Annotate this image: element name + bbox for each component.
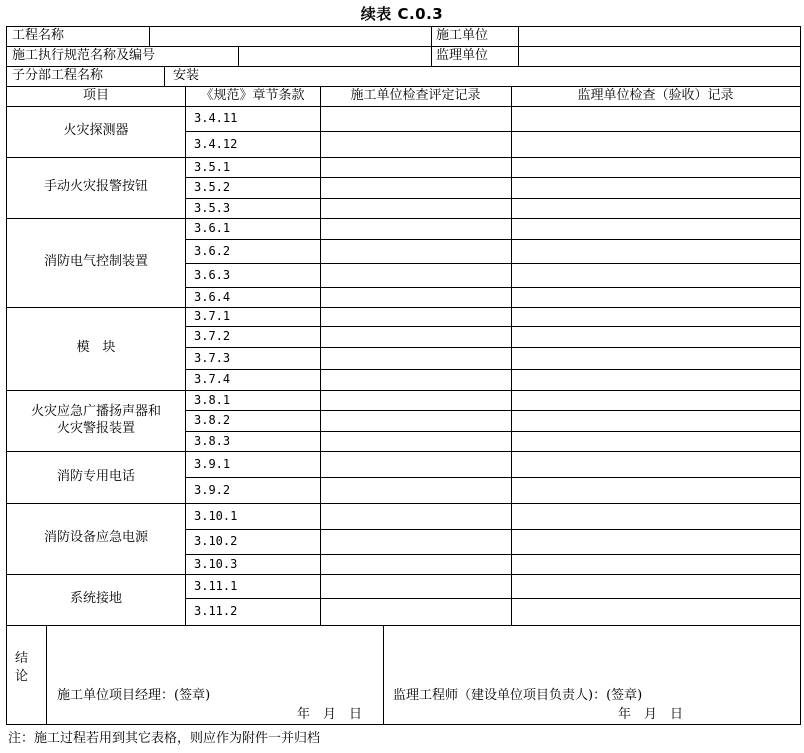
supervision-check-cell[interactable] — [511, 390, 800, 410]
supervision-check-cell[interactable] — [511, 410, 800, 431]
supervision-check-cell[interactable] — [511, 574, 800, 598]
item-name — [7, 307, 185, 390]
inspection-table — [6, 26, 801, 725]
supervision-check-cell[interactable] — [511, 503, 800, 529]
construction-check-cell[interactable] — [320, 390, 511, 410]
supervision-check-cell[interactable] — [511, 157, 800, 177]
construction-sign-date[interactable]: 年 月 日 — [297, 707, 363, 722]
clause-cell: 3.8.1 — [194, 392, 231, 407]
clause-cell: 3.5.3 — [194, 200, 231, 215]
supervision-check-cell[interactable] — [511, 326, 800, 347]
footnote: 注：施工过程若用到其它表格，则应作为附件一并归档 — [8, 731, 321, 746]
item-name — [7, 218, 185, 307]
construction-check-cell[interactable] — [320, 177, 511, 198]
supervision-unit-value[interactable] — [518, 46, 800, 66]
clause-cell: 3.11.2 — [194, 604, 238, 618]
conclusion-label-2: 论 — [15, 669, 29, 684]
sub-project-label: 子分部工程名称 — [12, 67, 104, 83]
construction-check-cell[interactable] — [320, 157, 511, 177]
supervision-unit-label: 监理单位 — [436, 47, 489, 63]
clause-cell: 3.8.3 — [194, 433, 231, 448]
construction-check-cell[interactable] — [320, 451, 511, 477]
supervision-check-cell[interactable] — [511, 177, 800, 198]
clause-cell: 3.10.2 — [194, 534, 238, 548]
construction-unit-label: 施工单位 — [436, 28, 489, 44]
construction-check-cell[interactable] — [320, 131, 511, 157]
construction-check-cell[interactable] — [320, 263, 511, 287]
supervision-check-cell[interactable] — [511, 431, 800, 451]
construction-check-cell[interactable] — [320, 410, 511, 431]
column-header-clause: 《规范》章节条款 — [200, 87, 305, 103]
construction-check-cell[interactable] — [320, 218, 511, 239]
clause-cell: 3.9.1 — [194, 456, 231, 471]
clause-cell: 3.7.4 — [194, 372, 231, 386]
supervision-sign-date[interactable]: 年 月 日 — [618, 707, 684, 722]
supervision-check-cell[interactable] — [511, 477, 800, 503]
project-name-label: 工程名称 — [12, 28, 65, 44]
supervision-check-cell[interactable] — [511, 554, 800, 574]
item-name-line: 手动火灾报警按钮 — [43, 179, 148, 195]
spec-value[interactable] — [238, 46, 431, 66]
clause-cell: 3.9.2 — [194, 482, 231, 497]
clause-cell: 3.5.2 — [194, 180, 231, 194]
construction-check-cell[interactable] — [320, 431, 511, 451]
construction-check-cell[interactable] — [320, 287, 511, 307]
supervision-check-cell[interactable] — [511, 369, 800, 390]
item-name-line: 消防电气控制装置 — [43, 254, 148, 270]
item-name-line: 消防专用电话 — [56, 468, 135, 484]
item-name-line: 消防设备应急电源 — [43, 530, 148, 546]
table-title: 续表 C.0.3 — [360, 5, 444, 23]
supervision-check-cell[interactable] — [511, 287, 800, 307]
clause-cell: 3.7.2 — [194, 329, 231, 343]
supervision-engineer-signature[interactable]: 监理工程师（建设单位项目负责人)：(签章) — [393, 688, 643, 703]
clause-cell: 3.7.1 — [194, 309, 231, 323]
column-header-construction-check: 施工单位检查评定记录 — [350, 87, 481, 103]
supervision-check-cell[interactable] — [511, 263, 800, 287]
item-name — [7, 574, 185, 625]
construction-check-cell[interactable] — [320, 369, 511, 390]
item-name — [7, 503, 185, 574]
clause-cell: 3.5.1 — [194, 159, 231, 174]
clause-cell: 3.11.1 — [194, 578, 238, 593]
project-name-value[interactable] — [149, 27, 431, 46]
clause-cell: 3.6.2 — [194, 243, 231, 258]
item-name — [7, 451, 185, 503]
clause-cell: 3.6.4 — [194, 289, 231, 304]
item-name-line: 模 块 — [76, 340, 116, 356]
clause-cell: 3.4.12 — [194, 136, 238, 151]
construction-check-cell[interactable] — [320, 574, 511, 598]
clause-cell: 3.10.3 — [194, 556, 238, 571]
conclusion-label-1: 结 — [15, 651, 29, 666]
column-header-item: 项目 — [82, 87, 109, 103]
supervision-check-cell[interactable] — [511, 347, 800, 369]
item-name — [7, 106, 185, 157]
column-header-supervision-check: 监理单位检查（验收）记录 — [577, 87, 734, 103]
supervision-check-cell[interactable] — [511, 529, 800, 554]
item-name — [7, 157, 185, 218]
supervision-check-cell[interactable] — [511, 106, 800, 131]
supervision-check-cell[interactable] — [511, 218, 800, 239]
clause-cell: 3.6.1 — [194, 221, 231, 235]
spec-label: 施工执行规范名称及编号 — [12, 47, 156, 63]
construction-check-cell[interactable] — [320, 106, 511, 131]
clause-cell: 3.8.2 — [194, 413, 231, 427]
clause-cell: 3.4.11 — [194, 111, 238, 125]
item-name-line: 系统接地 — [69, 591, 122, 607]
clause-cell: 3.6.3 — [194, 267, 231, 282]
supervision-check-cell[interactable] — [511, 598, 800, 625]
clause-cell: 3.10.1 — [194, 508, 238, 523]
construction-check-cell[interactable] — [320, 598, 511, 625]
construction-check-cell[interactable] — [320, 326, 511, 347]
construction-check-cell[interactable] — [320, 198, 511, 218]
construction-check-cell[interactable] — [320, 554, 511, 574]
construction-check-cell[interactable] — [320, 503, 511, 529]
supervision-check-cell[interactable] — [511, 451, 800, 477]
construction-check-cell[interactable] — [320, 477, 511, 503]
item-name-line: 火灾警报装置 — [56, 420, 135, 436]
construction-manager-signature[interactable]: 施工单位项目经理：(签章) — [57, 688, 211, 703]
item-name-line: 火灾探测器 — [63, 123, 129, 139]
supervision-check-cell[interactable] — [511, 239, 800, 263]
clause-cell: 3.7.3 — [194, 350, 231, 365]
supervision-check-cell[interactable] — [511, 307, 800, 326]
item-name-line: 火灾应急广播扬声器和 — [30, 404, 161, 420]
construction-unit-value[interactable] — [518, 27, 800, 46]
construction-check-cell[interactable] — [320, 529, 511, 554]
item-name — [7, 390, 185, 451]
construction-check-cell[interactable] — [320, 239, 511, 263]
construction-check-cell[interactable] — [320, 347, 511, 369]
sub-project-value[interactable]: 安装 — [173, 67, 200, 83]
supervision-check-cell[interactable] — [511, 131, 800, 157]
supervision-check-cell[interactable] — [511, 198, 800, 218]
construction-check-cell[interactable] — [320, 307, 511, 326]
